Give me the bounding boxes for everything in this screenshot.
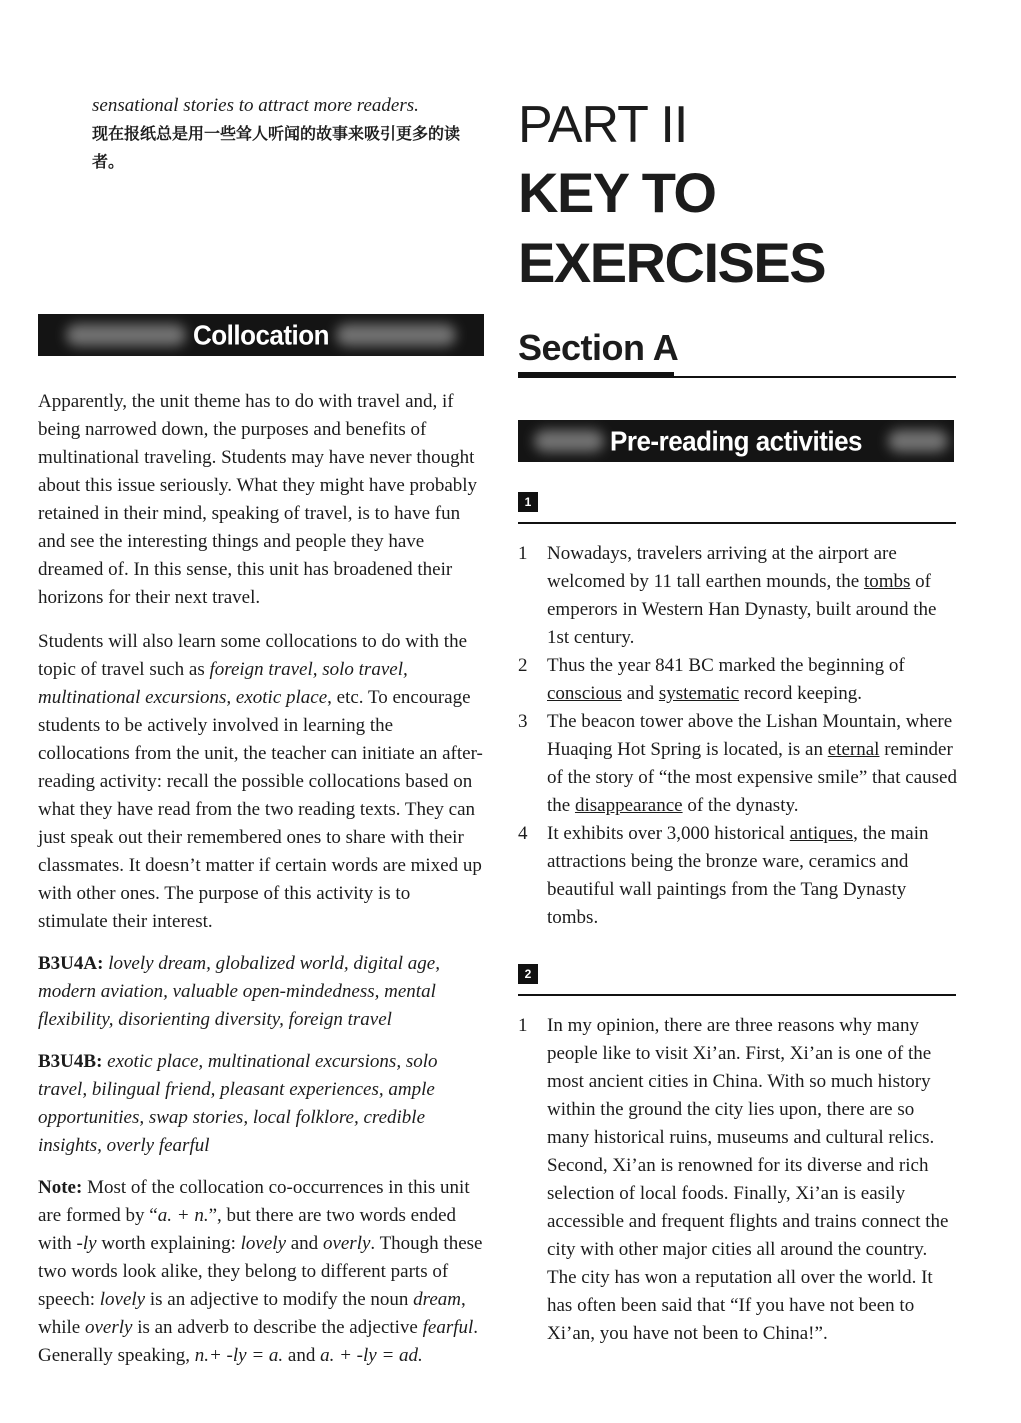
text-run-italic: -ly	[76, 1233, 97, 1254]
section-rule-thin	[674, 376, 956, 378]
text-run-italic: lovely	[99, 1289, 146, 1310]
text-run: Thus the year 841 BC marked the beginning of	[547, 655, 905, 676]
answer-word: systematic	[658, 683, 740, 704]
text-run: reminder of the story of “the most expensive smile” that caused the	[547, 739, 957, 816]
pre-reading-banner-title: Pre-reading activities	[610, 424, 862, 458]
exercise-number-badge: 2	[518, 964, 538, 984]
exercise-number-badge: 1	[518, 492, 538, 512]
exercise-2-answers	[518, 1012, 958, 1348]
answer-word: disappearance	[574, 795, 683, 816]
collocation-list: lovely dream, globalized world, digital age, modern aviation, valuable open-mindedness, mental flexibility, disorienting diversity, foreign travel	[38, 953, 440, 1030]
text-run: of the dynasty.	[682, 795, 799, 816]
intro-chinese: 现在报纸总是用一些耸人听闻的故事来吸引更多的读者。	[92, 124, 461, 171]
answer-word: antiques	[789, 823, 854, 844]
text-run-italic: overly	[322, 1233, 371, 1254]
answer-item	[518, 652, 958, 708]
text-run: and	[286, 1233, 323, 1254]
banner-glow-right	[336, 324, 456, 346]
collocation-banner-title: Collocation	[192, 318, 330, 352]
part-title: PART II	[518, 96, 688, 154]
text-run: and	[283, 1345, 321, 1366]
exercise-rule	[518, 994, 956, 996]
section-title: Section A	[518, 327, 679, 368]
text-run: is an adverb to describe the adjective	[132, 1317, 423, 1338]
paragraph-note	[38, 1174, 484, 1370]
answer-number: 4	[518, 823, 528, 844]
answer-item	[518, 820, 958, 932]
exercise-1-header	[518, 492, 958, 522]
section-rule-thick	[518, 372, 674, 378]
paragraph-b3u4b	[38, 1048, 484, 1160]
answer-number: 1	[518, 1015, 528, 1036]
text-run-italic: dream	[413, 1289, 461, 1310]
text-run: , while	[38, 1289, 466, 1338]
answer-item	[518, 708, 958, 820]
paragraph-theme: Apparently, the unit theme has to do with travel and, if being narrowed down, the purposes and benefits of multinational traveling. Students may have never thought about this issue seriously. What they might have probably retained in their mind, speaking of travel, is to have fun and see the interesting things and people they have dreamed of. In this sense, this unit has broadened their horizons for their next travel.	[38, 391, 478, 608]
text-run: The beacon tower above the Lishan Mountain, where Huaqing Hot Spring is located, is an	[547, 711, 953, 760]
right-column	[518, 96, 958, 1348]
banner-glow-left	[66, 324, 186, 346]
answer-number: 1	[518, 543, 528, 564]
exercise-1-answers	[518, 540, 958, 932]
text-run-italic: lovely	[240, 1233, 286, 1254]
banner-glow-left	[534, 430, 604, 452]
text-run: Nowadays, travelers arriving at the airport are welcomed by 11 tall earthen mounds, the	[547, 543, 897, 592]
text-run: ”, but there are two words ended with	[38, 1205, 457, 1254]
text-run-italic: n.+ -ly = a.	[194, 1345, 284, 1366]
text-run: It exhibits over 3,000 historical	[547, 823, 790, 844]
text-run: Students will also learn some collocations to do with the topic of travel such as	[38, 631, 468, 680]
unit-label: B3U4A:	[38, 953, 104, 974]
text-run-italic: overly	[84, 1317, 133, 1338]
text-run-italic: fearful	[422, 1317, 474, 1338]
intro-example	[38, 92, 484, 176]
answer-word: conscious	[547, 683, 622, 704]
answer-item	[518, 1012, 958, 1348]
collocation-list: exotic place, multinational excursions, solo travel, bilingual friend, pleasant experiences, ample opportunities, swap stories, local folklore, credible insights, overly fearful	[38, 1051, 438, 1156]
unit-label: B3U4B:	[38, 1051, 103, 1072]
exercise-rule	[518, 522, 956, 524]
text-run: and	[621, 683, 659, 704]
banner-glow-right	[888, 430, 948, 452]
key-title-line-1: KEY TO	[518, 161, 716, 224]
text-run: . Though these two words look alike, they belong to different parts of speech:	[38, 1233, 483, 1310]
answer-word: tombs	[863, 571, 911, 592]
text-run: of emperors in Western Han Dynasty, built around the 1st century.	[547, 571, 937, 648]
paragraph-collocations	[38, 628, 484, 936]
text-run: , the main attractions being the bronze ware, ceramics and beautiful wall paintings from the Tang Dynasty tombs.	[547, 823, 929, 928]
text-run: In my opinion, there are three reasons why many people like to visit Xi’an. First, Xi’an is one of the most ancient cities in China. With so much history within the ground the city lies upon, there are so many historical ruins, museums and cultural relics. Second, Xi’an is renowned for its diverse and rich selection of local foods. Finally, Xi’an is easily accessible and frequent flights and trains connect the city with other major cities all around the country. The city has won a reputation all over the world. It has often been said that “If you have not been to Xi’an, you have not been to China!”.	[547, 1015, 949, 1344]
intro-english: sensational stories to attract more readers.	[92, 95, 419, 116]
text-run: . Generally speaking,	[38, 1317, 479, 1366]
text-run-italic: foreign travel, solo travel, multinational excursions, exotic place	[38, 659, 408, 708]
answer-number: 3	[518, 711, 528, 732]
text-run: Most of the collocation co-occurrences in this unit are formed by “	[38, 1177, 470, 1226]
pre-reading-banner	[518, 420, 954, 462]
paragraph-b3u4a	[38, 950, 484, 1034]
text-run: , etc. To encourage students to be actively involved in learning the collocations from the unit, the teacher can initiate an after-reading activity: recall the possible collocations based on what they have read from the two reading texts. They can just speak out their remembered ones to share with their classmates. It doesn’t matter if certain words are mixed up with other ones. The purpose of this activity is to stimulate their interest.	[38, 687, 483, 932]
key-title-line-2: EXERCISES	[518, 231, 826, 294]
section-rule	[518, 372, 958, 378]
text-run-italic: a. + n.	[157, 1205, 209, 1226]
exercise-2-header	[518, 964, 958, 994]
text-run: is an adjective to modify the noun	[145, 1289, 414, 1310]
text-run: worth explaining:	[96, 1233, 241, 1254]
note-label: Note:	[38, 1177, 83, 1198]
text-run-italic: a. + -ly = ad.	[320, 1345, 423, 1366]
answer-word: eternal	[827, 739, 880, 760]
collocation-banner	[38, 314, 484, 356]
answer-number: 2	[518, 655, 528, 676]
left-column	[38, 92, 484, 1370]
text-run: record keeping.	[739, 683, 862, 704]
answer-item	[518, 540, 958, 652]
